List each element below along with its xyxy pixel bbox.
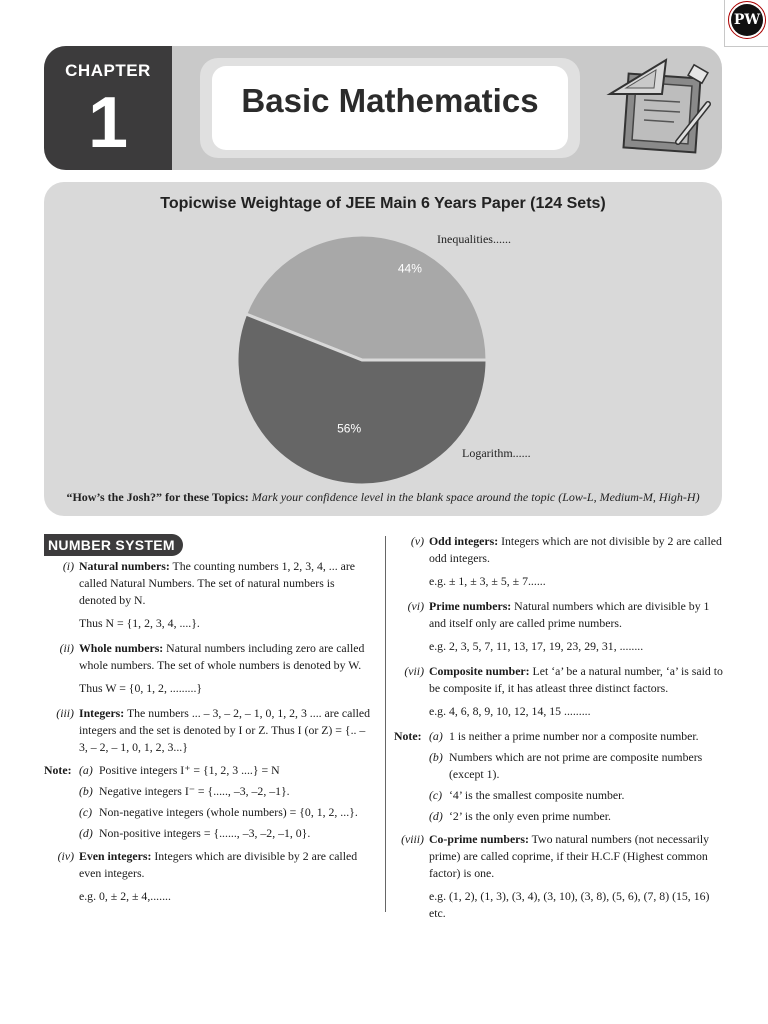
item-example: e.g. ± 1, ± 3, ± 5, ± 7......	[429, 574, 546, 588]
item-number: (i)	[62, 559, 74, 573]
item-number: (ii)	[59, 641, 74, 655]
note-item	[429, 787, 724, 804]
list-item	[394, 663, 724, 697]
note-letter: (d)	[429, 809, 443, 823]
item-number: (vii)	[404, 664, 424, 678]
note-text: Non-negative integers (whole numbers) = {0, 1, 2, ...}.	[99, 805, 358, 819]
item-text: Let ‘a’ be a natural number, ‘a’ is said to be composite if, it has atleast three distinct factors.	[429, 664, 723, 695]
item-example: e.g. 4, 6, 8, 9, 10, 12, 14, 15 .........	[429, 704, 591, 718]
note-label: Note:	[44, 763, 72, 777]
weightage-pie-chart	[232, 230, 492, 490]
title-box	[212, 66, 568, 150]
list-item	[44, 848, 374, 882]
josh-instruction: Mark your confidence level in the blank space around the topic (Low-L, Medium-M, High-H)	[251, 490, 700, 504]
note-letter: (b)	[79, 784, 93, 798]
note-letter: (a)	[79, 763, 93, 777]
note-text: Negative integers I⁻ = {....., –3, –2, –1}.	[99, 784, 290, 798]
item-number: (iii)	[56, 706, 74, 720]
left-column	[44, 558, 374, 913]
item-text: Integers which are divisible by 2 are called even integers.	[79, 849, 358, 880]
section-heading: NUMBER SYSTEM	[44, 534, 183, 556]
note-item	[429, 728, 724, 745]
item-term: Odd integers:	[429, 534, 499, 548]
item-term: Co-prime numbers:	[429, 832, 529, 846]
logo-mark: PW	[731, 4, 763, 36]
note-item	[79, 804, 374, 821]
item-term: Even integers:	[79, 849, 152, 863]
pie-value-label-0: 44%	[397, 261, 422, 276]
note-item	[429, 808, 724, 825]
note-item	[79, 783, 374, 800]
chapter-badge	[44, 46, 172, 170]
pie-label-logarithm: Logarithm......	[462, 446, 531, 460]
note-letter: (a)	[429, 729, 443, 743]
pie-label-inequalities: Inequalities......	[437, 232, 511, 246]
geometry-tools-icon	[604, 54, 712, 158]
item-number: (viii)	[401, 832, 424, 846]
publisher-logo	[724, 0, 768, 47]
note-block	[44, 762, 374, 842]
note-text: ‘4’ is the smallest composite number.	[449, 788, 625, 802]
item-text: Natural numbers including zero are called whole numbers. The set of whole numbers is denoted by W.	[79, 641, 365, 672]
note-text: Positive integers I⁺ = {1, 2, 3 ....} = N	[99, 763, 280, 777]
chart-title: Topicwise Weightage of JEE Main 6 Years Paper (124 Sets)	[160, 195, 606, 212]
item-term: Composite number:	[429, 664, 530, 678]
column-divider	[385, 536, 386, 912]
list-item	[44, 558, 374, 609]
note-text: ‘2’ is the only even prime number.	[449, 809, 611, 823]
note-label: Note:	[394, 729, 422, 743]
note-letter: (c)	[429, 788, 443, 802]
note-letter: (c)	[79, 805, 93, 819]
item-text: The numbers ... – 3, – 2, – 1, 0, 1, 2, 3 .... are called integers and the set is denoted by I or Z. Thus I (or Z) = {.. – 3, – 2, – 1, 0, 1, 2, 3...}	[79, 706, 371, 754]
item-term: Integers:	[79, 706, 125, 720]
list-item	[44, 640, 374, 674]
note-block	[394, 728, 724, 825]
list-item	[44, 705, 374, 756]
item-text: The counting numbers 1, 2, 3, 4, ... are called Natural Numbers. The set of natural numbers is denoted by N.	[79, 559, 356, 607]
item-text: Integers which are not divisible by 2 are called odd integers.	[429, 534, 722, 565]
chapter-number: 1	[87, 83, 129, 163]
note-letter: (d)	[79, 826, 93, 840]
item-number: (v)	[410, 534, 424, 548]
item-number: (vi)	[407, 599, 424, 613]
item-example: Thus N = {1, 2, 3, 4, ....}.	[79, 616, 200, 630]
confidence-instruction	[44, 490, 722, 505]
note-item	[79, 825, 374, 842]
item-example: Thus W = {0, 1, 2, .........}	[79, 681, 203, 695]
item-term: Natural numbers:	[79, 559, 170, 573]
item-term: Prime numbers:	[429, 599, 512, 613]
pie-value-label-1: 56%	[337, 421, 362, 436]
item-example: e.g. 0, ± 2, ± 4,.......	[79, 889, 171, 903]
note-text: Non-positive integers = {......, –3, –2, –1, 0}.	[99, 826, 311, 840]
list-item	[394, 533, 724, 567]
josh-prompt: “How’s the Josh?” for these Topics:	[66, 490, 249, 504]
item-text: Natural numbers which are divisible by 1 and itself only are called prime numbers.	[429, 599, 710, 630]
note-text: 1 is neither a prime number nor a composite number.	[449, 729, 699, 743]
note-item	[429, 749, 724, 783]
note-letter: (b)	[429, 750, 443, 764]
item-example: e.g. (1, 2), (1, 3), (3, 4), (3, 10), (3, 8), (5, 6), (7, 8) (15, 16) etc.	[429, 889, 710, 920]
note-item	[79, 762, 374, 779]
item-term: Whole numbers:	[79, 641, 164, 655]
item-text: Two natural numbers (not necessarily prime) are called coprime, if their H.C.F (Highest common factor) is one.	[429, 832, 710, 880]
item-example: e.g. 2, 3, 5, 7, 11, 13, 17, 19, 23, 29, 31, ........	[429, 639, 644, 653]
chapter-title: Basic Mathematics	[241, 82, 539, 119]
right-column	[394, 533, 724, 930]
list-item	[394, 831, 724, 882]
list-item	[394, 598, 724, 632]
chapter-label: CHAPTER	[65, 61, 151, 80]
item-number: (iv)	[57, 849, 74, 863]
note-text: Numbers which are not prime are composite numbers (except 1).	[449, 750, 703, 781]
